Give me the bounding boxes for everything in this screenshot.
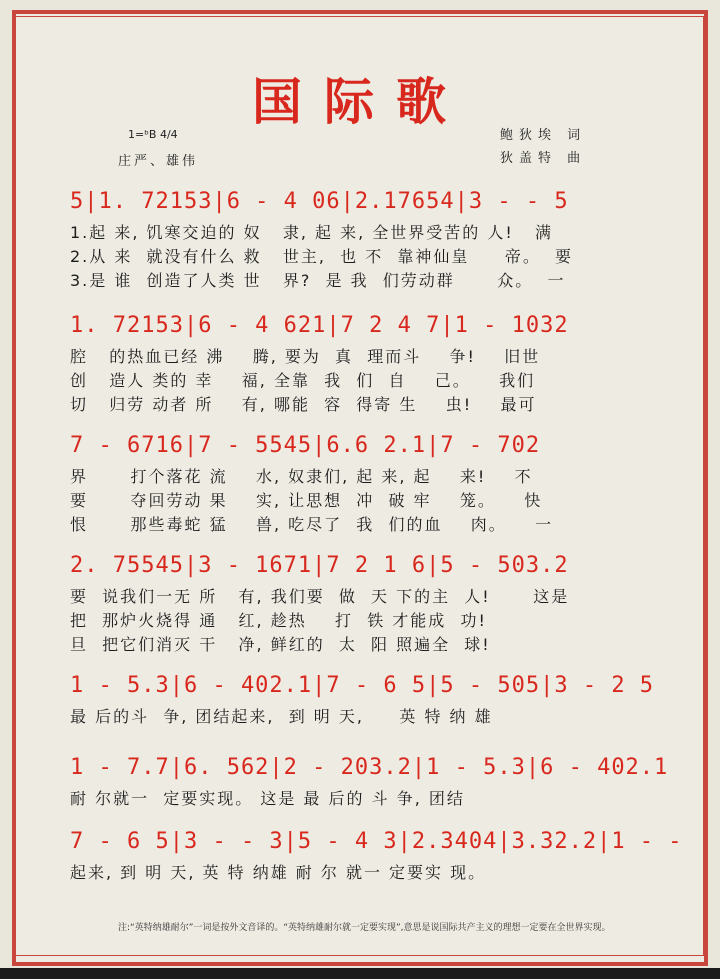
notation-line: 2. 75545|3 - 1671|7 2 1 6|5 - 503.2	[70, 553, 569, 578]
notation-line: 1. 72153|6 - 4 621|7 2 4 7|1 - 1032	[70, 313, 569, 338]
lyric-line: 旦 把它们消灭 干 净, 鲜红的 太 阳 照遍全 球!	[70, 635, 491, 654]
composer-credit: 狄盖特 曲	[500, 151, 587, 166]
lyricist-credit: 鲍狄埃 词	[500, 128, 587, 143]
lyric-line: 1.起 来, 饥寒交迫的 奴 隶, 起 来, 全世界受苦的 人! 满	[70, 223, 554, 242]
lyric-line: 最 后的斗 争, 团结起来, 到 明 天, 英 特 纳 雄	[70, 707, 493, 726]
key-signature: 1=ᵇB 4/4	[128, 128, 178, 141]
notation-line: 7 - 6 5|3 - - 3|5 - 4 3|2.3404|3.32.2|1 - -	[70, 829, 683, 854]
lyric-line: 要 夺回劳动 果 实, 让思想 冲 破 牢 笼。 快	[70, 491, 543, 510]
scan-border	[0, 968, 720, 979]
lyric-line: 要 说我们一无 所 有, 我们要 做 天 下的主 人! 这是	[70, 587, 570, 606]
notation-line: 1 - 7.7|6. 562|2 - 203.2|1 - 5.3|6 - 402.1	[70, 755, 669, 780]
notation-line: 7 - 6716|7 - 5545|6.6 2.1|7 - 702	[70, 433, 541, 458]
footnote: 注:“英特纳雄耐尔”一词是按外文音译的。“英特纳雄耐尔就一定要实现”,意思是说国际共产主义的理想一定要在全世界实现。	[118, 923, 611, 933]
lyric-line: 腔 的热血已经 沸 腾, 要为 真 理而斗 争! 旧世	[70, 347, 541, 366]
song-title: 国际歌	[252, 73, 468, 131]
lyric-line: 耐 尔就一 定要实现。 这是 最 后的 斗 争, 团结	[70, 789, 465, 808]
lyric-line: 恨 那些毒蛇 猛 兽, 吃尽了 我 们的血 肉。 一	[70, 515, 554, 534]
lyric-line: 2.从 来 就没有什么 救 世主, 也 不 靠神仙皇 帝。 要	[70, 247, 573, 266]
lyric-line: 3.是 谁 创造了人类 世 界? 是 我 们劳动群 众。 一	[70, 271, 566, 290]
tempo-marking: 庄严、雄伟	[118, 154, 199, 169]
lyric-line: 界 打个落花 流 水, 奴隶们, 起 来, 起 来! 不	[70, 467, 533, 486]
lyric-line: 切 归劳 动者 所 有, 哪能 容 得寄 生 虫! 最可	[70, 395, 537, 414]
lyric-line: 起来, 到 明 天, 英 特 纳雄 耐 尔 就一 定要实 现。	[70, 863, 487, 882]
lyric-line: 把 那炉火烧得 通 红, 趁热 打 铁 才能成 功!	[70, 611, 487, 630]
notation-line: 5|1. 72153|6 - 4 06|2.17654|3 - - 5	[70, 189, 569, 214]
lyric-line: 创 造人 类的 幸 福, 全靠 我 们 自 己。 我们	[70, 371, 536, 390]
notation-line: 1 - 5.3|6 - 402.1|7 - 6 5|5 - 505|3 - 2 5	[70, 673, 655, 698]
